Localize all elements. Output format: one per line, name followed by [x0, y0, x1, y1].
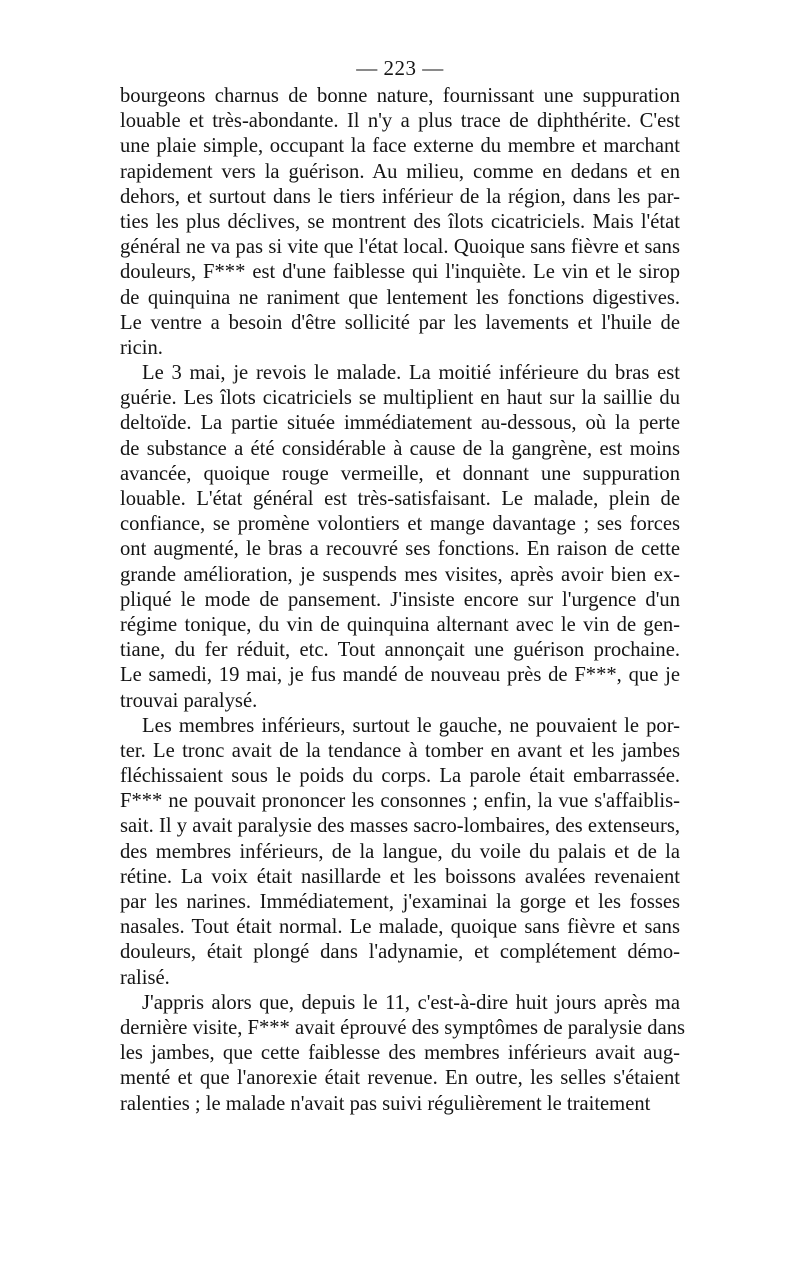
text-line: F*** ne pouvait prononcer les consonnes ; enfin, la vue s'affaiblis- [120, 790, 680, 813]
text-line: pliqué le mode de pansement. J'insiste encore sur l'urgence d'un [120, 588, 680, 611]
text-line: trouvai paralysé. [120, 689, 258, 712]
text-line: ont augmenté, le bras a recouvré ses fonctions. En raison de cette [120, 538, 680, 561]
text-line: rapidement vers la guérison. Au milieu, comme en dedans et en [120, 160, 680, 183]
page-number: — 223 — [356, 56, 444, 80]
text-line: dernière visite, F*** avait éprouvé des symptômes de paralysie dans [120, 1016, 686, 1039]
text-line: fléchissaient sous le poids du corps. La parole était embarrassée. [120, 765, 680, 788]
text-line: confiance, se promène volontiers et mange davantage ; ses forces [120, 513, 680, 536]
paragraph [120, 991, 686, 1117]
paragraph [120, 714, 680, 991]
text-line: guérie. Les îlots cicatriciels se multiplient en haut sur la saillie du [120, 387, 680, 410]
text-line: bourgeons charnus de bonne nature, fournissant une suppuration [120, 85, 680, 107]
text-line: sait. Il y avait paralysie des masses sacro-lombaires, des extenseurs, [120, 815, 680, 838]
text-line: louable et très-abondante. Il n'y a plus trace de diphthérite. C'est [120, 110, 680, 133]
text-line: Le ventre a besoin d'être sollicité par les lavements et l'huile de [120, 311, 680, 334]
text-line: tiane, du fer réduit, etc. Tout annonçait une guérison prochaine. [120, 639, 680, 662]
text-line: Le 3 mai, je revois le malade. La moitié inférieure du bras est [142, 362, 680, 385]
text-line: des membres inférieurs, de la langue, du voile du palais et de la [120, 840, 680, 863]
text-line: les jambes, que cette faiblesse des membres inférieurs avait aug- [120, 1042, 680, 1065]
text-line: deltoïde. La partie située immédiatement au-dessous, où la perte [120, 412, 680, 435]
paragraph [120, 361, 680, 714]
text-line: ralisé. [120, 966, 170, 989]
text-line: Le samedi, 19 mai, je fus mandé de nouveau près de F***, que je [120, 664, 680, 687]
paragraph [120, 84, 680, 361]
text-line: par les narines. Immédiatement, j'examinai la gorge et les fosses [120, 891, 680, 913]
text-line: douleurs, F*** est d'une faiblesse qui l'inquiète. Le vin et le sirop [120, 261, 680, 284]
text-line: douleurs, était plongé dans l'adynamie, et complétement démo- [120, 941, 680, 964]
text-line: de quinquina ne raniment que lentement les fonctions digestives. [120, 286, 680, 309]
text-line: régime tonique, du vin de quinquina alternant avec le vin de gen- [120, 613, 680, 636]
text-line: de substance a été considérable à cause de la gangrène, est moins [120, 437, 680, 460]
text-line: ricin. [120, 336, 163, 359]
text-line: nasales. Tout était normal. Le malade, quoique sans fièvre et sans [120, 916, 680, 939]
text-line: J'appris alors que, depuis le 11, c'est-à-dire huit jours après ma [142, 991, 680, 1014]
text-line: rétine. La voix était nasillarde et les boissons avalées revenaient [120, 865, 680, 888]
text-line: menté et que l'anorexie était revenue. En outre, les selles s'étaient [120, 1067, 680, 1090]
text-line: ter. Le tronc avait de la tendance à tomber en avant et les jambes [120, 739, 680, 762]
text-line: Les membres inférieurs, surtout le gauche, ne pouvaient le por- [142, 714, 680, 737]
book-page [120, 56, 686, 1117]
text-line: ties les plus déclives, se montrent des îlots cicatriciels. Mais l'état [120, 210, 680, 233]
text-line: grande amélioration, je suspends mes visites, après avoir bien ex- [120, 563, 680, 586]
text-line: avancée, quoique rouge vermeille, et donnant une suppuration [120, 462, 680, 485]
body-text [120, 84, 686, 1117]
text-line: une plaie simple, occupant la face externe du membre et marchant [120, 135, 680, 158]
text-line: dehors, et surtout dans le tiers inférieur de la région, dans les par- [120, 185, 680, 208]
text-line: louable. L'état général est très-satisfaisant. Le malade, plein de [120, 488, 680, 510]
text-line: ralenties ; le malade n'avait pas suivi régulièrement le traitement [120, 1092, 651, 1115]
text-line: général ne va pas si vite que l'état local. Quoique sans fièvre et sans [120, 236, 680, 259]
